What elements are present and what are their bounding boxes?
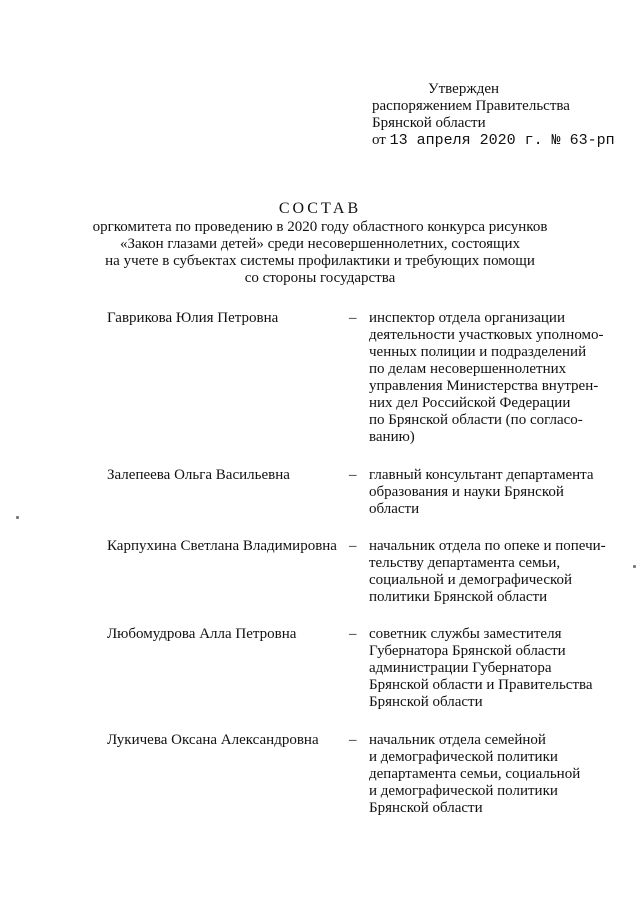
member-row	[107, 310, 627, 446]
position-line: Брянской области	[369, 800, 483, 816]
approval-date-stamp: 13 апреля 2020 г. № 63-рп	[389, 132, 615, 149]
approval-date-line	[372, 132, 632, 149]
position-line: социальной и демографической	[369, 572, 573, 588]
position-line: начальник отдела по опеке и попечи-	[369, 538, 606, 554]
member-position	[369, 538, 619, 606]
document-title: СОСТАВ	[278, 200, 362, 217]
position-line: Губернатора Брянской области	[369, 643, 566, 659]
position-line: них дел Российской Федерации	[369, 395, 571, 411]
member-row	[107, 626, 627, 711]
position-line: тельству департамента семьи,	[369, 555, 561, 571]
heading-line: со стороны государства	[244, 270, 396, 286]
position-line: инспектор отдела организации	[369, 310, 565, 326]
member-position	[369, 310, 619, 446]
member-name: Лукичева Оксана Александровна	[107, 732, 319, 748]
approval-date-prefix: от	[372, 132, 386, 148]
position-line: Брянской области и Правительства	[369, 677, 593, 693]
approval-block	[372, 81, 632, 149]
member-row	[107, 732, 627, 817]
position-line: ванию)	[369, 429, 415, 445]
position-line: и демографической политики	[369, 783, 558, 799]
heading-line: оргкомитета по проведению в 2020 году областного конкурса рисунков	[92, 219, 548, 235]
position-line: и демографической политики	[369, 749, 558, 765]
member-dash: –	[349, 538, 357, 554]
position-line: ченных полиции и подразделений	[369, 344, 587, 360]
member-row	[107, 538, 627, 606]
position-line: главный консультант департамента	[369, 467, 594, 483]
member-dash: –	[349, 626, 357, 642]
member-dash: –	[349, 310, 357, 326]
position-line: начальник отдела семейной	[369, 732, 546, 748]
position-line: департамента семьи, социальной	[369, 766, 581, 782]
member-name: Любомудрова Алла Петровна	[107, 626, 297, 642]
position-line: по делам несовершеннолетних	[369, 361, 567, 377]
member-list	[107, 310, 627, 817]
member-position	[369, 626, 619, 711]
member-name: Карпухина Светлана Владимировна	[107, 538, 337, 554]
position-line: образования и науки Брянской	[369, 484, 564, 500]
document-heading	[90, 199, 550, 287]
position-line: советник службы заместителя	[369, 626, 562, 642]
position-line: управления Министерства внутрен-	[369, 378, 599, 394]
heading-line: «Закон глазами детей» среди несовершеннолетних, состоящих	[119, 236, 521, 252]
scan-speck	[633, 565, 636, 568]
position-line: области	[369, 501, 420, 517]
position-line: политики Брянской области	[369, 589, 548, 605]
member-name: Гаврикова Юлия Петровна	[107, 310, 279, 326]
approval-line-approved: Утвержден	[428, 81, 500, 97]
scan-speck	[16, 516, 19, 519]
position-line: деятельности участковых уполномо-	[369, 327, 604, 343]
member-dash: –	[349, 732, 357, 748]
position-line: администрации Губернатора	[369, 660, 552, 676]
approval-line-region: Брянской области	[372, 115, 486, 131]
member-position	[369, 732, 619, 817]
position-line: по Брянской области (по согласо-	[369, 412, 583, 428]
position-line: Брянской области	[369, 694, 483, 710]
member-row	[107, 467, 627, 518]
member-position	[369, 467, 619, 518]
member-name: Залепеева Ольга Васильевна	[107, 467, 290, 483]
member-dash: –	[349, 467, 357, 483]
approval-line-order: распоряжением Правительства	[372, 98, 570, 114]
heading-line: на учете в субъектах системы профилактики и требующих помощи	[105, 253, 535, 269]
